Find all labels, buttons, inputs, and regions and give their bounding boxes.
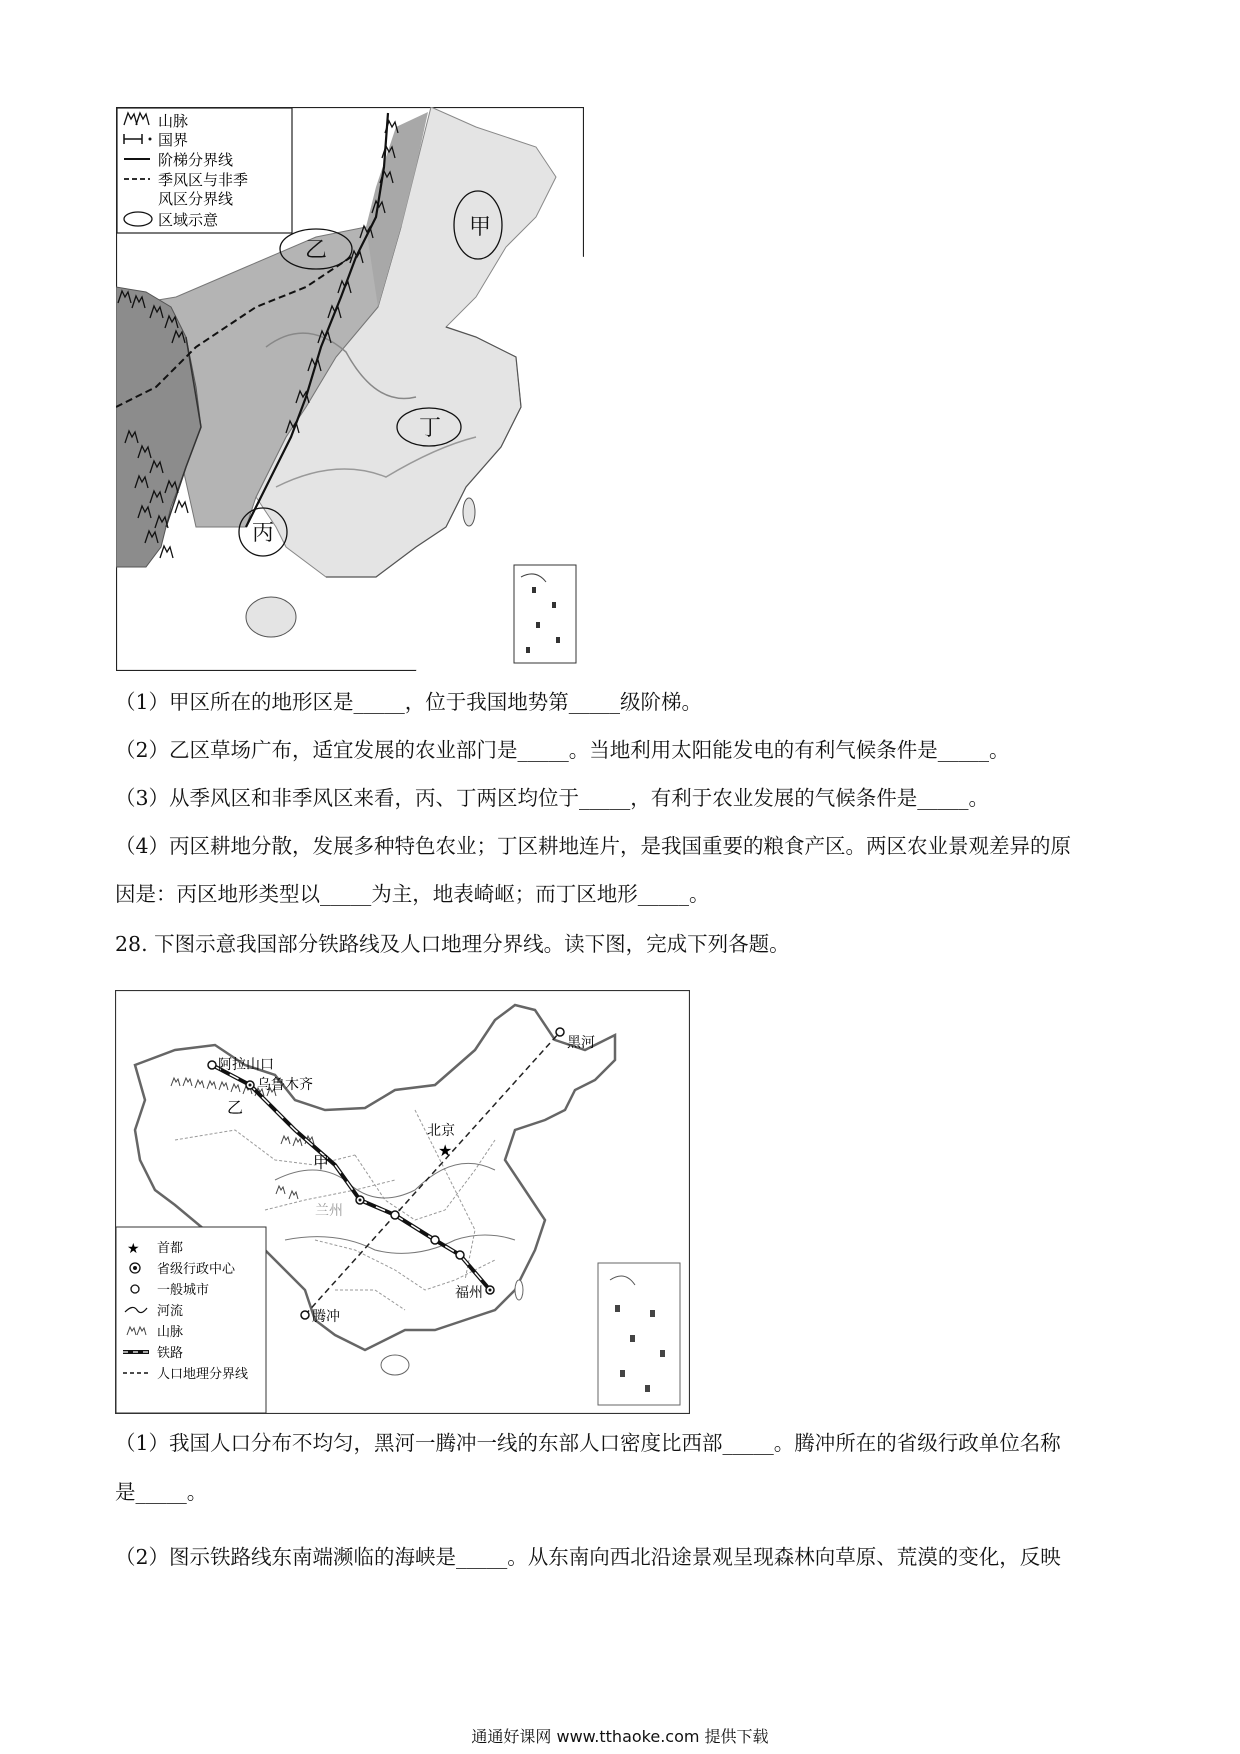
q27-part1: （1）甲区所在的地形区是_____，位于我国地势第_____级阶梯。 [115, 690, 703, 714]
region-bing-label: 丙 [252, 521, 275, 546]
q27-part4-line2: 因是：丙区地形类型以_____为主，地表崎岖；而丁区地形_____。 [115, 882, 710, 906]
legend-capital: 首都 [157, 1241, 184, 1256]
south-china-sea-inset [514, 565, 576, 663]
q28-title: 28. 下图示意我国部分铁路线及人口地理分界线。读下图，完成下列各题。 [115, 932, 790, 956]
capital-star: ★ [438, 1141, 453, 1160]
legend-river: 河流 [157, 1304, 184, 1319]
q28-part1-line2: 是_____。 [115, 1480, 208, 1504]
terrain-map [116, 107, 584, 671]
city-alashankou: 阿拉山口 [218, 1057, 274, 1073]
q27-part4-line1: （4）丙区耕地分散，发展多种特色农业；丁区耕地连片，是我国重要的粮食产区。两区农业景观差异的原 [115, 834, 1072, 858]
legend-monsoon-line-2: 风区分界线 [158, 190, 234, 208]
legend-city: 一般城市 [157, 1283, 210, 1298]
q27-part3: （3）从季风区和非季风区来看，丙、丁两区均位于_____，有利于农业发展的气候条件是_____。 [115, 786, 990, 810]
svg-text:★: ★ [127, 1241, 140, 1257]
city-tengchong: 腾冲 [312, 1309, 340, 1325]
q27-part2: （2）乙区草场广布，适宜发展的农业部门是_____。当地利用太阳能发电的有利气候条件是_____。 [115, 738, 1010, 762]
map2-legend [116, 1227, 266, 1413]
railway-population-map [115, 990, 690, 1414]
region-jia-label: 甲 [469, 215, 492, 240]
legend-region: 区域示意 [158, 211, 219, 229]
region-yi-label: 乙 [305, 238, 328, 263]
city-urumqi: 乌鲁木齐 [257, 1077, 313, 1093]
city-beijing: 北京 [427, 1123, 455, 1139]
legend-mountain: 山脉 [158, 112, 189, 130]
legend-population-line: 人口地理分界线 [157, 1367, 249, 1382]
legend-border: 国界 [158, 131, 189, 149]
q28-part2: （2）图示铁路线东南端濒临的海峡是_____。从东南向西北沿途景观呈现森林向草原、荒漠的变化，反映 [115, 1545, 1061, 1569]
legend-mountain-2: 山脉 [157, 1325, 184, 1340]
q28-part1-line1: （1）我国人口分布不均匀，黑河一腾冲一线的东部人口密度比西部_____。腾冲所在的省级行政单位名称 [115, 1431, 1061, 1455]
map1-legend [117, 108, 292, 233]
city-heihe: 黑河 [567, 1035, 595, 1051]
south-china-sea-inset-2 [598, 1263, 680, 1405]
page-footer: 通通好课网 www.tthaoke.com 提供下载 [471, 1727, 769, 1746]
map2-region-jia: 甲 [313, 1153, 330, 1172]
city-lanzhou: 兰州 [315, 1203, 343, 1219]
legend-railway: 铁路 [157, 1346, 184, 1361]
legend-step-line: 阶梯分界线 [158, 151, 234, 169]
city-fuzhou: 福州 [455, 1285, 483, 1301]
legend-provincial: 省级行政中心 [157, 1262, 236, 1277]
legend-monsoon-line-1: 季风区与非季 [158, 171, 249, 189]
map2-region-yi: 乙 [227, 1098, 244, 1117]
region-ding-label: 丁 [419, 416, 442, 441]
